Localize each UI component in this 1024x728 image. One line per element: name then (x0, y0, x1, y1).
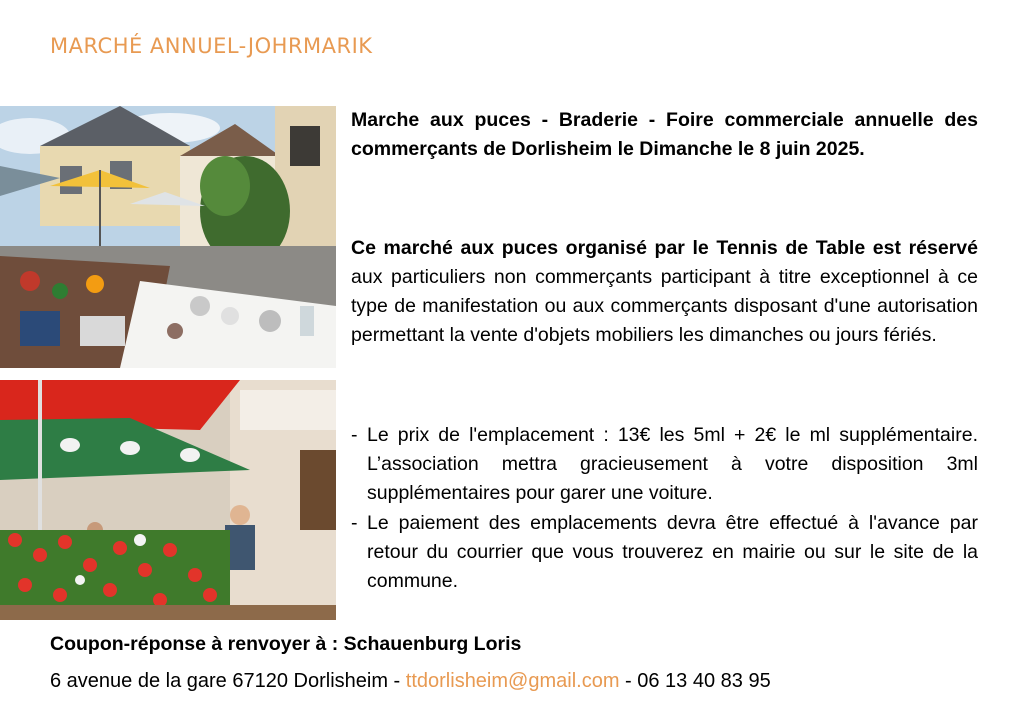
contact-line (50, 670, 771, 693)
list-item (351, 509, 978, 596)
flea-market-photo (0, 106, 336, 368)
conditions-list (351, 421, 978, 597)
list-item (351, 421, 978, 508)
coupon-line: Coupon-réponse à renvoyer à : Schauenburg Loris (50, 633, 522, 655)
list-item-text: Le paiement des emplacements devra être effectué à l'avance par retour du courrier que vous trouverez en mairie ou sur le site de la commune. (367, 512, 978, 592)
page-title: MARCHÉ ANNUEL-JOHRMARIK (50, 34, 373, 58)
list-item-text: Le prix de l'emplacement : 13€ les 5ml + 2€ le ml supplémentaire. L’association mettra gracieusement à votre disposition 3ml supplémentaires pour garer une voiture. (367, 424, 978, 504)
bullet-dash: - (351, 512, 358, 534)
reservation-bold-text: Ce marché aux puces organisé par le Tennis de Table est réservé (351, 237, 978, 259)
phone-number: - 06 13 40 83 95 (619, 670, 771, 692)
bullet-dash: - (351, 424, 358, 446)
address: 6 avenue de la gare 67120 Dorlisheim - (50, 670, 406, 692)
restaurant-terrace-photo (0, 380, 336, 620)
email-link[interactable]: ttdorlisheim@gmail.com (405, 670, 620, 692)
intro-paragraph: Marche aux puces - Braderie - Foire commerciale annuelle des commerçants de Dorlisheim le Dimanche le 8 juin 2025. (351, 109, 978, 160)
reservation-text: aux particuliers non commerçants participant à titre exceptionnel à ce type de manifestation ou aux commerçants disposant d'une autorisation permettant la vente d'objets mobiliers les dimanches ou jours fériés. (351, 266, 978, 346)
reservation-paragraph (351, 234, 978, 350)
